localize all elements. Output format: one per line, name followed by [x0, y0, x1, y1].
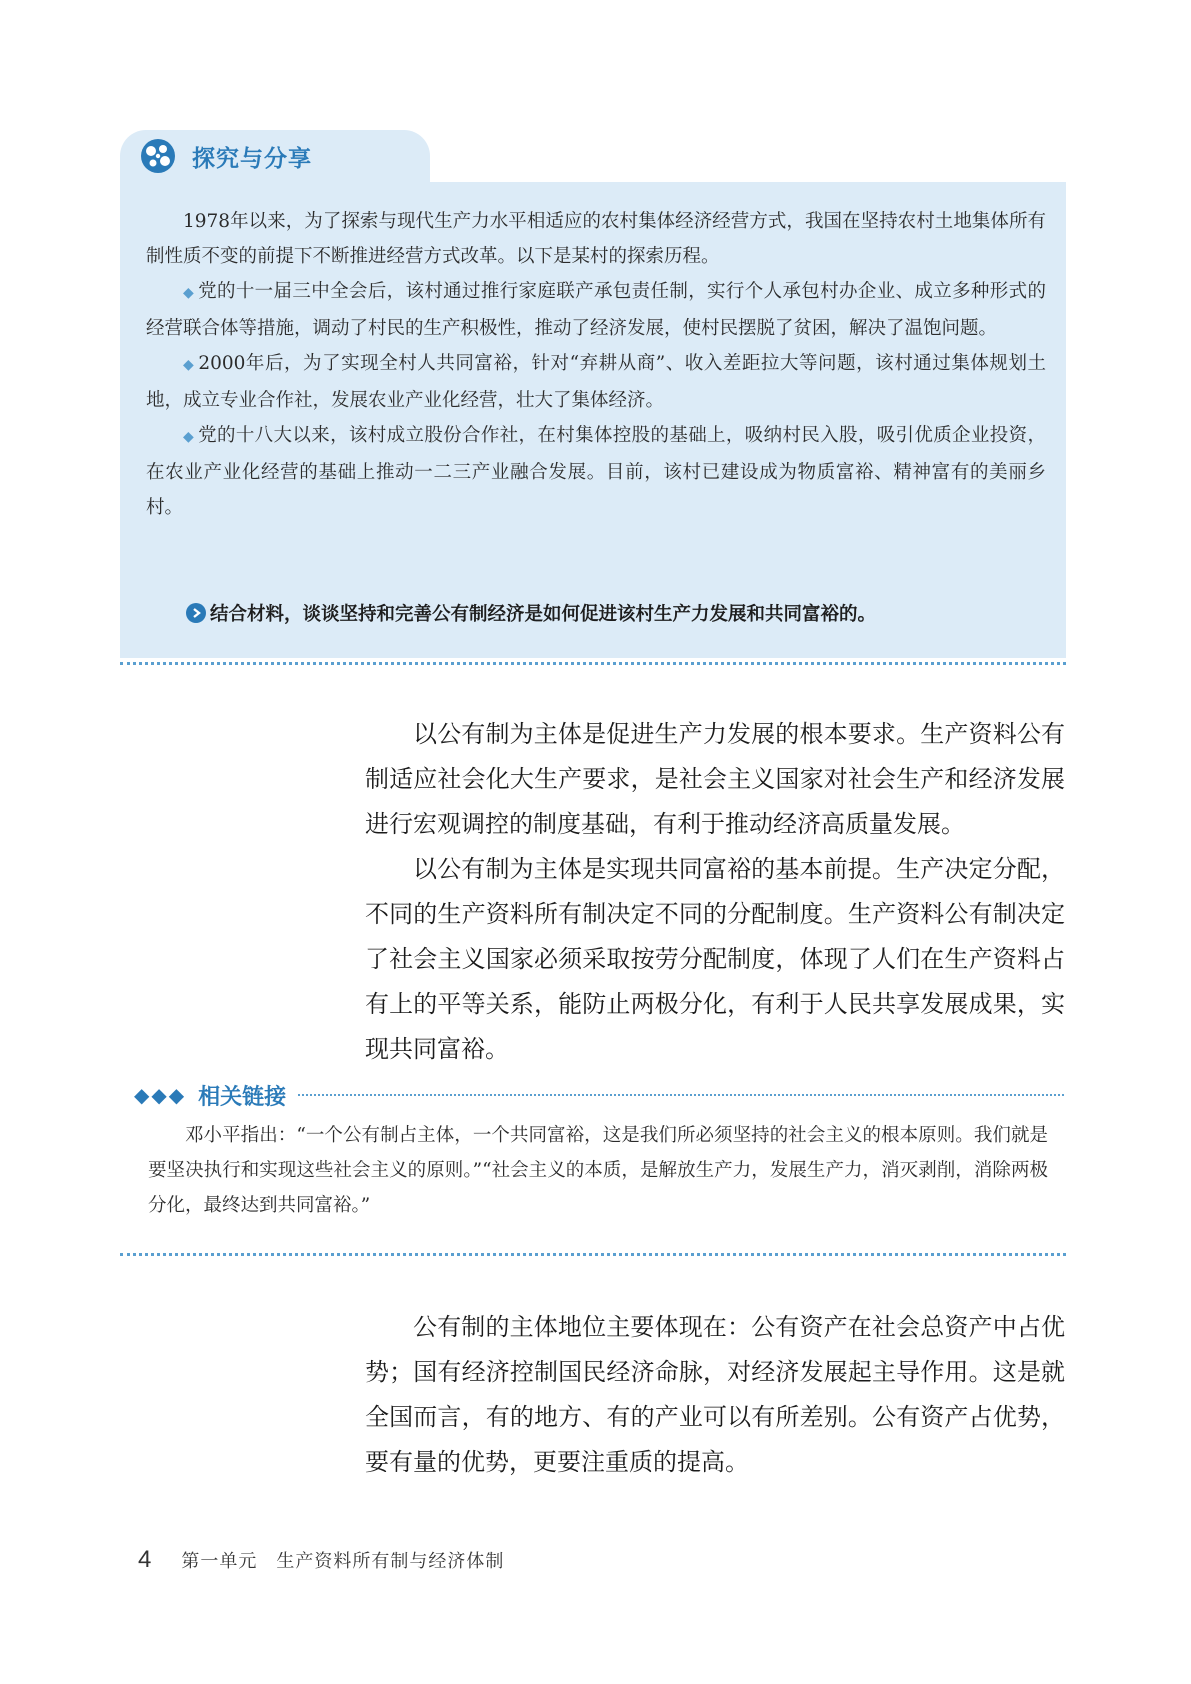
explore-material — [146, 204, 1046, 525]
paragraph: 以公有制为主体是促进生产力发展的根本要求。生产资料公有制适应社会化大生产要求，是社会主义国家对社会生产和经济发展进行宏观调控的制度基础，有利于推动经济高质量发展。 — [365, 720, 1065, 838]
main-text-block — [365, 712, 1065, 1072]
dotted-rule — [298, 1094, 1064, 1096]
diamond-bullet-icon: ◆ — [183, 357, 195, 373]
arrow-circle-icon — [186, 603, 206, 623]
related-link-title: 相关链接 — [198, 1084, 287, 1110]
explore-intro: 1978年以来，为了探索与现代生产力水平相适应的农村集体经济经营方式，我国在坚持农村土地集体所有制性质不变的前提下不断推进经营方式改革。以下是某村的探索历程。 — [146, 211, 1046, 267]
explore-header — [138, 138, 312, 174]
paragraph: 以公有制为主体是实现共同富裕的基本前提。生产决定分配，不同的生产资料所有制决定不同的分配制度。生产资料公有制决定了社会主义国家必须采取按劳分配制度，体现了人们在生产资料占有上的平等关系，能防止两极分化，有利于人民共享发展成果，实现共同富裕。 — [365, 855, 1065, 1063]
page-number: 4 — [138, 1546, 152, 1573]
diamond-bullet-icon: ◆ — [183, 285, 195, 301]
related-link-text — [148, 1118, 1048, 1223]
quote-paragraph: 邓小平指出：“一个公有制占主体，一个共同富裕，这是我们所必须坚持的社会主义的根本原则。我们就是要坚决执行和实现这些社会主义的原则。”“社会主义的本质，是解放生产力，发展生产力，消灭剥削，消除两极分化，最终达到共同富裕。” — [148, 1125, 1048, 1216]
magnifier-dots-icon — [138, 137, 178, 175]
explore-question-text: 结合材料，谈谈坚持和完善公有制经济是如何促进该村生产力发展和共同富裕的。 — [210, 604, 877, 625]
page-footer — [138, 1546, 504, 1574]
explore-item-text: 2000年后，为了实现全村人共同富裕，针对“弃耕从商”、收入差距拉大等问题，该村通过集体规划土地，成立专业合作社，发展农业产业化经营，壮大了集体经济。 — [146, 353, 1046, 411]
diamond-bullets-icon: ◆◆◆ — [134, 1083, 187, 1107]
main-text-block — [365, 1305, 1065, 1485]
diamond-bullet-icon: ◆ — [183, 429, 195, 445]
explore-item-text: 党的十一届三中全会后，该村通过推行家庭联产承包责任制，实行个人承包村办企业、成立多种形式的经营联合体等措施，调动了村民的生产积极性，推动了经济发展，使村民摆脱了贫困，解决了温饱问题。 — [146, 281, 1046, 339]
explore-item — [146, 418, 1046, 525]
section-divider — [120, 662, 1066, 665]
explore-item — [146, 274, 1046, 346]
explore-item — [146, 346, 1046, 418]
explore-share-box — [120, 130, 1066, 662]
section-divider — [120, 1253, 1066, 1256]
related-link-header — [134, 1080, 1064, 1110]
explore-question — [186, 600, 1046, 626]
explore-title: 探究与分享 — [192, 145, 312, 172]
explore-item-text: 党的十八大以来，该村成立股份合作社，在村集体控股的基础上，吸纳村民入股，吸引优质企业投资，在农业产业化经营的基础上推动一二三产业融合发展。目前，该村已建设成为物质富裕、精神富有的美丽乡村。 — [146, 425, 1046, 518]
unit-title: 第一单元 生产资料所有制与经济体制 — [181, 1551, 505, 1572]
paragraph: 公有制的主体地位主要体现在：公有资产在社会总资产中占优势；国有经济控制国民经济命脉，对经济发展起主导作用。这是就全国而言，有的地方、有的产业可以有所差别。公有资产占优势，要有量的优势，更要注重质的提高。 — [365, 1313, 1065, 1476]
